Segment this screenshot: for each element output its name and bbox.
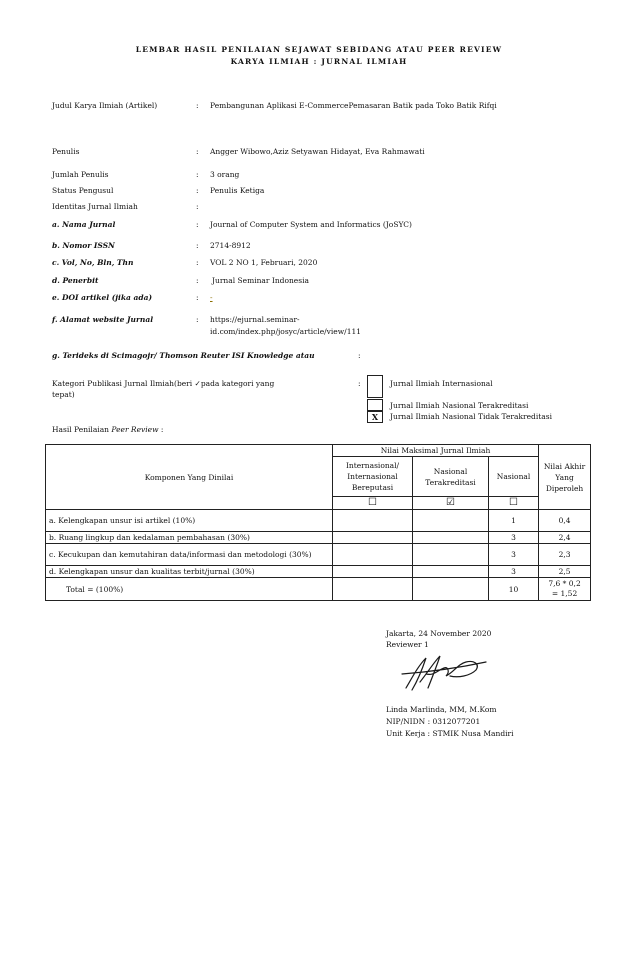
- total-nasional: 10: [489, 578, 539, 601]
- kategori-label-line2: tepat): [52, 390, 75, 399]
- penulis-label: Penulis: [52, 147, 80, 156]
- reviewer-label: Reviewer 1: [386, 640, 429, 649]
- row-label: b. Ruang lingkup dan kedalaman pembahasan (30%): [46, 532, 333, 544]
- doi-value[interactable]: -: [210, 293, 213, 302]
- colon: :: [358, 379, 361, 388]
- row-label: a. Kelengkapan unsur isi artikel (10%): [46, 510, 333, 532]
- colon: :: [196, 202, 199, 211]
- nama-jurnal-value: Journal of Computer System and Informatics (JoSYC): [210, 220, 412, 229]
- nilai-maks-header: Nilai Maksimal Jurnal Ilmiah: [333, 445, 539, 457]
- row-label: d. Kelengkapan unsur dan kualitas terbit/jurnal (30%): [46, 566, 333, 578]
- col-nasional-terakreditasi-header: Nasional Terakreditasi: [413, 457, 489, 497]
- status-value: Penulis Ketiga: [210, 186, 265, 195]
- komponen-header: Komponen Yang Dinilai: [46, 445, 333, 510]
- total-akhir: 7,6 * 0,2 = 1,52: [539, 578, 591, 601]
- row-nasional: 1: [489, 510, 539, 532]
- jumlah-label: Jumlah Penulis: [52, 170, 109, 179]
- vol-value: VOL 2 NO 1, Februari, 2020: [210, 258, 318, 267]
- table-row: [46, 544, 591, 566]
- penulis-value: Angger Wibowo,Aziz Setyawan Hidayat, Eva Rahmawati: [210, 147, 425, 156]
- kategori-checkbox-terakreditasi[interactable]: [367, 399, 383, 411]
- total-label: Total = (100%): [46, 578, 333, 601]
- alamat-value-line1: https://ejurnal.seminar-: [210, 315, 300, 324]
- colon: :: [196, 258, 199, 267]
- document-title: LEMBAR HASIL PENILAIAN SEJAWAT SEBIDANG ATAU PEER REVIEW: [135, 45, 503, 54]
- reviewer-unit: Unit Kerja : STMIK Nusa Mandiri: [386, 729, 514, 738]
- kategori-option-terakreditasi: Jurnal Ilmiah Nasional Terakreditasi: [390, 401, 529, 410]
- colon: :: [358, 351, 361, 360]
- reviewer-nip: NIP/NIDN : 0312077201: [386, 717, 481, 726]
- kategori-label-line1: Kategori Publikasi Jurnal Ilmiah(beri ✓pada kategori yang: [52, 379, 275, 388]
- penilaian-table: [45, 444, 591, 601]
- judul-value: Pembangunan Aplikasi E-CommercePemasaran Batik pada Toko Batik Rifqi: [210, 101, 497, 110]
- identitas-label: Identitas Jurnal Ilmiah: [52, 202, 138, 211]
- col-internasional-header: Internasional/ Internasional Bereputasi: [333, 457, 413, 497]
- penerbit-value: Jurnal Seminar Indonesia: [212, 276, 309, 285]
- kategori-option-internasional: Jurnal Ilmiah Internasional: [390, 379, 493, 388]
- row-akhir: 0,4: [539, 510, 591, 532]
- colon: :: [196, 186, 199, 195]
- colon: :: [196, 241, 199, 250]
- col-nasional-header: Nasional: [489, 457, 539, 497]
- kategori-checkbox-internasional[interactable]: [367, 375, 383, 398]
- place-date: Jakarta, 24 November 2020: [386, 629, 492, 638]
- row-label: c. Kecukupan dan kemutahiran data/informasi dan metodologi (30%): [46, 544, 333, 566]
- judul-label: Judul Karya Ilmiah (Artikel): [52, 101, 158, 110]
- kategori-checkbox-tidak-terakreditasi[interactable]: X: [367, 411, 383, 423]
- table-row: [46, 510, 591, 532]
- hasil-penilaian-label: Hasil Penilaian Peer Review :: [52, 425, 164, 434]
- penerbit-label: d. Penerbit: [52, 276, 99, 285]
- nilai-akhir-header: Nilai Akhir Yang Diperoleh: [539, 445, 591, 510]
- colon: :: [196, 315, 199, 324]
- colon: :: [196, 220, 199, 229]
- row-nasional: 3: [489, 566, 539, 578]
- jumlah-value: 3 orang: [210, 170, 240, 179]
- terindeks-label: g. Terideks di Scimagojr/ Thomson Reuter ISI Knowledge atau: [52, 351, 315, 360]
- row-akhir: 2,3: [539, 544, 591, 566]
- row-akhir: 2,5: [539, 566, 591, 578]
- issn-value: 2714-8912: [210, 241, 251, 250]
- issn-label: b. Nomor ISSN: [52, 241, 115, 250]
- status-label: Status Pengusul: [52, 186, 114, 195]
- table-row: [46, 566, 591, 578]
- table-row: [46, 532, 591, 544]
- vol-label: c. Vol, No, Bln, Thn: [52, 258, 134, 267]
- colon: :: [196, 101, 199, 110]
- alamat-value-line2: id.com/index.php/josyc/article/view/111: [210, 327, 362, 336]
- checkbox-nasional-terakreditasi-icon[interactable]: ☑: [413, 497, 489, 510]
- signature-icon: [398, 652, 488, 694]
- colon: :: [196, 147, 199, 156]
- row-nasional: 3: [489, 532, 539, 544]
- checkbox-internasional-icon[interactable]: ☐: [333, 497, 413, 510]
- kategori-option-tidak-terakreditasi: Jurnal Ilmiah Nasional Tidak Terakreditasi: [390, 412, 552, 421]
- doi-label: e. DOI artikel (jika ada): [52, 293, 152, 302]
- checkbox-nasional-icon[interactable]: ☐: [489, 497, 539, 510]
- alamat-label: f. Alamat website Jurnal: [52, 315, 154, 324]
- row-nasional: 3: [489, 544, 539, 566]
- document-subtitle: KARYA ILMIAH : JURNAL ILMIAH: [230, 57, 408, 66]
- colon: :: [196, 293, 199, 302]
- colon: :: [196, 170, 199, 179]
- nama-jurnal-label: a. Nama Jurnal: [52, 220, 116, 229]
- table-total-row: [46, 578, 591, 601]
- row-akhir: 2,4: [539, 532, 591, 544]
- colon: :: [196, 276, 199, 285]
- reviewer-name: Linda Marlinda, MM, M.Kom: [386, 705, 497, 714]
